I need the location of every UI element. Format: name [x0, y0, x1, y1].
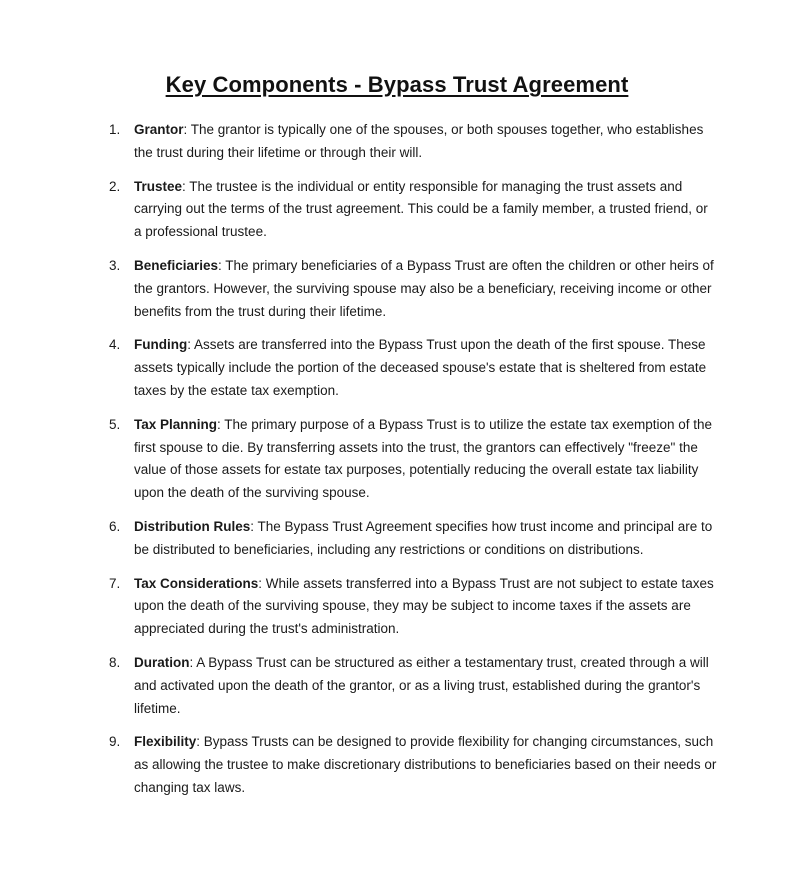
item-term: Beneficiaries — [134, 257, 219, 273]
item-term: Flexibility — [134, 734, 197, 750]
list-item-trustee — [0, 176, 794, 244]
item-description: : The Bypass Trust Agreement specifies how trust income and principal are to be distributed to beneficiaries, including any restrictions or conditions on distributions. — [134, 518, 713, 557]
item-term: Tax Considerations — [134, 575, 259, 591]
item-term: Distribution Rules — [134, 518, 251, 534]
item-number: 4. — [109, 337, 121, 353]
item-number: 3. — [109, 257, 121, 273]
list-item-distribution-rules — [0, 516, 794, 562]
list-item-tax-planning — [0, 414, 794, 505]
item-description: : The primary beneficiaries of a Bypass Trust are often the children or other heirs of the grantors. However, the surviving spouse may also be a beneficiary, receiving income or other benefits from the trust during their lifetime. — [134, 257, 714, 319]
item-term: Tax Planning — [134, 416, 218, 432]
list-item-beneficiaries — [0, 255, 794, 323]
item-number: 6. — [109, 518, 121, 534]
item-description: : The grantor is typically one of the spouses, or both spouses together, who establishes the trust during their lifetime or through their will. — [134, 122, 704, 160]
item-description: : The primary purpose of a Bypass Trust is to utilize the estate tax exemption of the first spouse to die. By transferring assets into the trust, the grantors can effectively "freeze" the value of those assets for estate tax purposes, potentially reducing the overall estate tax liability upon the death of the surviving spouse. — [134, 416, 713, 501]
page-title: Key Components - Bypass Trust Agreement — [165, 72, 629, 97]
item-term: Grantor — [134, 122, 184, 137]
item-term: Funding — [134, 337, 188, 353]
item-term: Trustee — [134, 178, 183, 194]
item-description: : Bypass Trusts can be designed to provide flexibility for changing circumstances, such as allowing the trustee to make discretionary distributions to beneficiaries based on their needs or changing tax laws. — [134, 734, 717, 795]
list-item-flexibility — [0, 731, 794, 799]
list-item-funding — [0, 334, 794, 402]
item-description: : While assets transferred into a Bypass Trust are not subject to estate taxes upon the death of the surviving spouse, they may be subject to income taxes if the assets are appreciated during the trust's administration. — [134, 575, 714, 637]
item-description: : The trustee is the individual or entity responsible for managing the trust assets and carrying out the terms of the trust agreement. This could be a family member, a trusted friend, or a professional trustee. — [134, 178, 708, 240]
components-list — [0, 119, 794, 811]
item-term: Duration — [134, 654, 190, 670]
list-item-grantor — [0, 119, 794, 165]
list-item-duration — [0, 652, 794, 720]
item-number: 9. — [109, 734, 121, 750]
item-number: 5. — [109, 416, 121, 432]
list-item-tax-considerations — [0, 573, 794, 641]
item-description: : A Bypass Trust can be structured as either a testamentary trust, created through a will and activated upon the death of the grantor, or as a living trust, established during the grantor's lifetime. — [134, 654, 709, 716]
item-number: 8. — [109, 654, 121, 670]
item-number: 1. — [109, 122, 121, 137]
item-description: : Assets are transferred into the Bypass Trust upon the death of the first spouse. These assets typically include the portion of the deceased spouse's estate that is sheltered from estate taxes by the estate tax exemption. — [134, 337, 707, 398]
item-number: 7. — [109, 575, 121, 591]
item-number: 2. — [109, 178, 121, 194]
